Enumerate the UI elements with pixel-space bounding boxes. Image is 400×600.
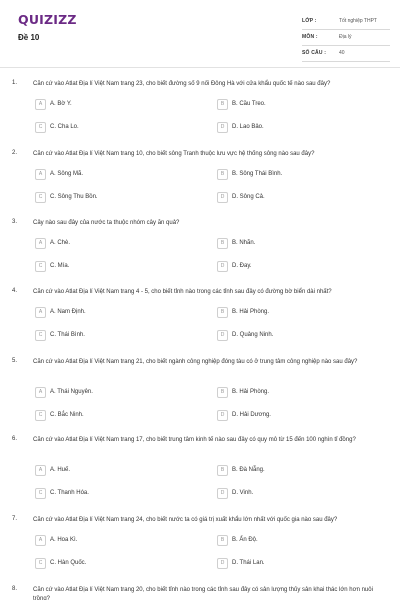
- option-letter: D: [217, 558, 228, 569]
- quizizz-logo: QUIZIZZ: [18, 12, 77, 27]
- worksheet-meta: [302, 15, 390, 63]
- option-text: A. Huế.: [50, 467, 71, 473]
- option-letter: A: [35, 307, 46, 318]
- option-text: D. Quảng Ninh.: [232, 332, 274, 338]
- option-text: A. Hoa Kì.: [50, 537, 78, 543]
- option-text: D. Lao Bảo.: [232, 124, 264, 130]
- question-text: Căn cứ vào Atlat Địa lí Việt Nam trang 17, cho biết trung tâm kinh tế nào sau đây có quy mô từ 15 đến 100 nghìn tỉ đồng?: [33, 437, 356, 443]
- question-number: 1.: [12, 80, 18, 86]
- option-letter: A: [35, 169, 46, 180]
- header-divider: [0, 67, 400, 68]
- option-text: D. Hải Dương.: [232, 412, 271, 418]
- option-letter: C: [35, 558, 46, 569]
- option-letter: C: [35, 192, 46, 203]
- question-number: 5.: [12, 358, 18, 364]
- option-letter: B: [217, 307, 228, 318]
- option-letter: D: [217, 261, 228, 272]
- option-letter: C: [35, 410, 46, 421]
- question-number: 8.: [12, 586, 18, 592]
- question-number: 6.: [12, 436, 18, 442]
- option-letter: D: [217, 410, 228, 421]
- option-text: C. Thanh Hóa.: [50, 490, 89, 496]
- option-text: B. Nhãn.: [232, 240, 256, 246]
- option-letter: D: [217, 192, 228, 203]
- option-text: B. Hải Phòng.: [232, 389, 270, 395]
- question-number: 7.: [12, 516, 18, 522]
- option-text: B. Sông Thái Bình.: [232, 171, 283, 177]
- option-text: A. Sông Mã.: [50, 171, 84, 177]
- option-text: C. Mía.: [50, 263, 70, 269]
- question-text: Căn cứ vào Atlat Địa lí Việt Nam trang 4 - 5, cho biết tỉnh nào trong các tỉnh sau đây có đường bờ biển dài nhất?: [33, 289, 332, 295]
- option-letter: A: [35, 465, 46, 476]
- option-letter: B: [217, 169, 228, 180]
- option-letter: D: [217, 488, 228, 499]
- question-text: Căn cứ vào Atlat Địa lí Việt Nam trang 23, cho biết đường số 9 nối Đông Hà với cửa khẩu quốc tế nào sau đây?: [33, 81, 331, 87]
- meta-label-question-count: SỐ CÂU :: [302, 50, 327, 56]
- option-letter: A: [35, 238, 46, 249]
- option-text: B. Ấn Độ.: [232, 537, 258, 543]
- question-text: Căn cứ vào Atlat Địa lí Việt Nam trang 10, cho biết sông Tranh thuộc lưu vực hệ thống sông nào sau đây?: [33, 151, 315, 157]
- meta-row-class: [302, 15, 390, 30]
- option-letter: B: [217, 387, 228, 398]
- option-letter: A: [35, 99, 46, 110]
- option-text: C. Hàn Quốc.: [50, 560, 87, 566]
- question-number: 3.: [12, 219, 18, 225]
- option-letter: D: [217, 122, 228, 133]
- option-letter: A: [35, 535, 46, 546]
- option-letter: B: [217, 535, 228, 546]
- question-text: Căn cứ vào Atlat Địa lí Việt Nam trang 21, cho biết ngành công nghiệp đóng tàu có ở trung tâm công nghiệp nào sau đây?: [33, 359, 358, 365]
- option-text: A. Nam Định.: [50, 309, 86, 315]
- option-text: B. Đà Nẵng.: [232, 467, 265, 473]
- worksheet-title: Đề 10: [18, 33, 40, 42]
- option-letter: C: [35, 122, 46, 133]
- option-text: D. Đay.: [232, 263, 252, 269]
- question-number: 4.: [12, 288, 18, 294]
- option-letter: B: [217, 465, 228, 476]
- worksheet-header: [0, 0, 400, 70]
- meta-value-class: Tốt nghiệp THPT: [339, 18, 377, 24]
- option-text: B. Hải Phòng.: [232, 309, 270, 315]
- option-text: C. Bắc Ninh.: [50, 412, 84, 418]
- option-text: C. Thái Bình.: [50, 332, 85, 338]
- meta-label-subject: MÔN :: [302, 34, 318, 40]
- question-number: 2.: [12, 150, 18, 156]
- option-text: D. Sông Cả.: [232, 194, 265, 200]
- option-text: D. Vinh.: [232, 490, 254, 496]
- option-letter: C: [35, 488, 46, 499]
- option-text: A. Thái Nguyên.: [50, 389, 93, 395]
- option-text: D. Thái Lan.: [232, 560, 265, 566]
- option-text: A. Bờ Y.: [50, 101, 72, 107]
- option-text: C. Cha Lo.: [50, 124, 79, 130]
- question-text: Căn cứ vào Atlat Địa lí Việt Nam trang 20, cho biết tỉnh nào trong các tỉnh sau đây có sản lượng thủy sản khai thác lớn hơn nuôi trồng?: [33, 587, 373, 600]
- option-text: B. Cầu Treo.: [232, 101, 266, 107]
- option-letter: B: [217, 99, 228, 110]
- meta-value-subject: Địa lý: [339, 34, 352, 40]
- option-letter: D: [217, 330, 228, 341]
- meta-row-subject: [302, 31, 390, 46]
- option-letter: C: [35, 330, 46, 341]
- option-letter: C: [35, 261, 46, 272]
- meta-value-question-count: 40: [339, 50, 345, 56]
- question-text: Căn cứ vào Atlat Địa lí Việt Nam trang 24, cho biết nước ta có giá trị xuất khẩu lớn nhất với quốc gia nào sau đây?: [33, 517, 338, 523]
- option-letter: B: [217, 238, 228, 249]
- question-text: Cây nào sau đây của nước ta thuộc nhóm cây ăn quả?: [33, 220, 180, 226]
- option-text: A. Chè.: [50, 240, 71, 246]
- meta-label-class: LỚP :: [302, 18, 317, 24]
- option-text: C. Sông Thu Bồn.: [50, 194, 98, 200]
- meta-row-question-count: [302, 47, 390, 62]
- option-letter: A: [35, 387, 46, 398]
